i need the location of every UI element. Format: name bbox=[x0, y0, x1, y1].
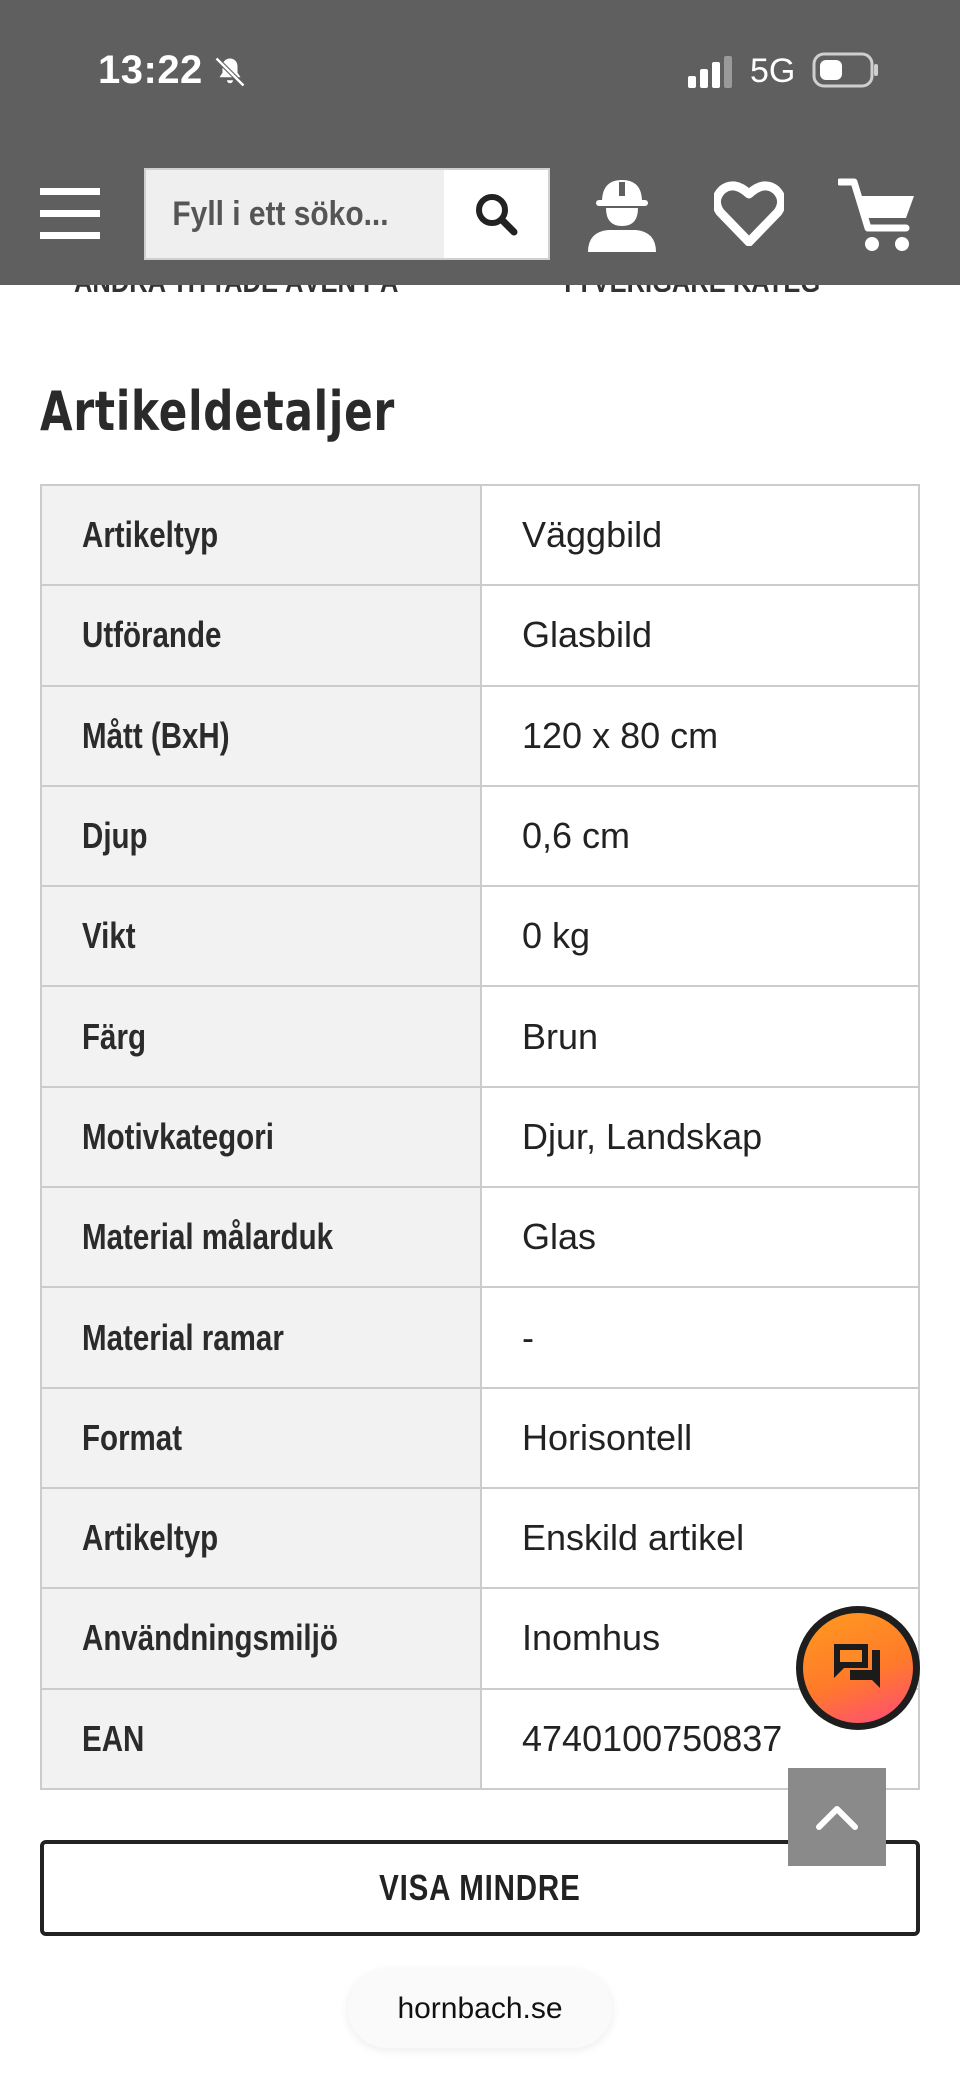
details-label: Artikeltyp bbox=[82, 1517, 219, 1559]
details-row bbox=[41, 1588, 919, 1688]
details-label: Motivkategori bbox=[82, 1115, 274, 1157]
details-value: Horisontell bbox=[481, 1388, 919, 1488]
details-label: Material ramar bbox=[82, 1316, 284, 1358]
details-label: Utförande bbox=[82, 614, 222, 656]
details-value: 120 x 80 cm bbox=[481, 686, 919, 786]
menu-icon[interactable] bbox=[40, 188, 100, 240]
bell-muted-icon bbox=[212, 54, 248, 90]
details-value: Enskild artikel bbox=[481, 1488, 919, 1588]
search-icon bbox=[474, 192, 518, 236]
details-row bbox=[41, 585, 919, 685]
details-value: 4740100750837 bbox=[481, 1689, 919, 1789]
cart-icon[interactable] bbox=[838, 176, 916, 254]
details-label-cell bbox=[41, 1187, 481, 1287]
battery-icon bbox=[812, 52, 880, 88]
section-title: Artikeldetaljer bbox=[40, 380, 396, 443]
details-label-cell bbox=[41, 1588, 481, 1688]
details-label-cell bbox=[41, 1488, 481, 1588]
details-label: Vikt bbox=[82, 915, 136, 957]
details-row bbox=[41, 686, 919, 786]
details-label-cell bbox=[41, 1689, 481, 1789]
heart-icon[interactable] bbox=[714, 180, 784, 246]
details-label: EAN bbox=[82, 1717, 145, 1759]
chevron-up-icon bbox=[815, 1803, 859, 1831]
show-less-label: VISA MINDRE bbox=[379, 1867, 581, 1908]
network-label: 5G bbox=[750, 52, 796, 90]
browser-url-bar[interactable] bbox=[348, 1970, 612, 2048]
details-label-cell bbox=[41, 1388, 481, 1488]
details-row bbox=[41, 1488, 919, 1588]
details-row bbox=[41, 485, 919, 585]
details-label: Användningsmiljö bbox=[82, 1617, 338, 1659]
details-value: Väggbild bbox=[481, 485, 919, 585]
details-value: Glas bbox=[481, 1187, 919, 1287]
details-label-cell bbox=[41, 1087, 481, 1187]
details-label: Format bbox=[82, 1416, 183, 1458]
details-label: Material målarduk bbox=[82, 1216, 334, 1258]
details-value: 0,6 cm bbox=[481, 786, 919, 886]
details-label: Mått (BxH) bbox=[82, 714, 230, 756]
search-box bbox=[144, 168, 550, 260]
details-label-cell bbox=[41, 686, 481, 786]
details-value: - bbox=[481, 1287, 919, 1387]
details-value: Glasbild bbox=[481, 585, 919, 685]
user-icon[interactable] bbox=[584, 172, 660, 252]
details-label-cell bbox=[41, 1287, 481, 1387]
details-label: Djup bbox=[82, 815, 148, 857]
signal-icon bbox=[688, 56, 734, 88]
details-row bbox=[41, 1287, 919, 1387]
details-row bbox=[41, 1388, 919, 1488]
details-label-cell bbox=[41, 886, 481, 986]
browser-url: hornbach.se bbox=[397, 1992, 563, 2025]
chat-icon bbox=[830, 1640, 886, 1696]
details-row bbox=[41, 1187, 919, 1287]
status-time: 13:22 bbox=[98, 48, 203, 92]
details-value: Inomhus bbox=[481, 1588, 919, 1688]
search-button[interactable] bbox=[444, 170, 548, 258]
details-value: Brun bbox=[481, 986, 919, 1086]
details-label-cell bbox=[41, 585, 481, 685]
details-row bbox=[41, 886, 919, 986]
details-row bbox=[41, 1087, 919, 1187]
details-table bbox=[40, 484, 920, 1790]
details-label-cell bbox=[41, 986, 481, 1086]
details-value: 0 kg bbox=[481, 886, 919, 986]
details-label-cell bbox=[41, 786, 481, 886]
details-label: Artikeltyp bbox=[82, 514, 219, 556]
details-label: Färg bbox=[82, 1015, 146, 1057]
details-value: Djur, Landskap bbox=[481, 1087, 919, 1187]
top-header bbox=[0, 0, 960, 285]
chat-button[interactable] bbox=[796, 1606, 920, 1730]
search-input[interactable] bbox=[146, 170, 410, 258]
details-row bbox=[41, 786, 919, 886]
details-row bbox=[41, 986, 919, 1086]
scroll-top-button[interactable] bbox=[788, 1768, 886, 1866]
details-label-cell bbox=[41, 485, 481, 585]
